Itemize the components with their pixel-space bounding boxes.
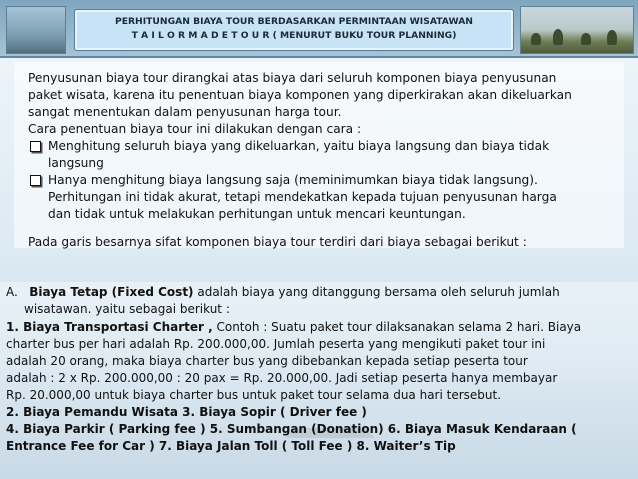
cost-list-line-3: Entrance Fee for Car ) 7. Biaya Jalan Toll ( Toll Fee ) 8. Waiter’s Tip xyxy=(6,439,456,453)
summary-text: Pada garis besarnya sifat komponen biaya tour terdiri dari biaya sebagai berikut : xyxy=(28,235,527,249)
intro-line-2: paket wisata, karena itu penentuan biaya komponen yang diperkirakan akan dikeluarkan xyxy=(28,88,572,102)
item-1-text: Contoh : Suatu paket tour dilaksanakan selama 2 hari. Biaya xyxy=(212,320,582,334)
tree-shape xyxy=(553,29,563,45)
tree-shape xyxy=(531,33,541,45)
checkbox-bullet-icon xyxy=(30,141,41,152)
bullet-2-line-2: Perhitungan ini tidak akurat, tetapi mendekatkan kepada tujuan penyusunan harga xyxy=(48,190,557,204)
bullet-2-line-1: Hanya menghitung biaya langsung saja (meminimumkan biaya tidak langsung). xyxy=(48,173,538,187)
item-1-line-1 xyxy=(6,319,581,336)
intro-line-3: sangat menentukan dalam penyusunan harga tour. xyxy=(28,105,342,119)
item-1-heading: 1. Biaya Transportasi Charter , xyxy=(6,320,213,334)
bullet-1-line-2: langsung xyxy=(48,156,104,170)
section-a-marker: A. xyxy=(6,285,18,299)
section-a-line-2: wisatawan. yaitu sebagai berikut : xyxy=(24,302,230,316)
header-photo-right xyxy=(520,6,634,54)
tree-shape xyxy=(607,30,617,45)
fixed-cost-definition: adalah biaya yang ditanggung bersama oleh seluruh jumlah xyxy=(193,285,560,299)
bullet-2-line-3: dan tidak untuk melakukan perhitungan untuk mencari keuntungan. xyxy=(48,207,466,221)
intro-line-1: Penyusunan biaya tour dirangkai atas biaya dari seluruh komponen biaya penyusunan xyxy=(28,71,557,85)
tree-shape xyxy=(581,33,591,45)
item-1-line-4: adalah : 2 x Rp. 200.000,00 : 20 pax = Rp. 20.000,00. Jadi setiap peserta hanya membayar xyxy=(6,371,558,385)
title-line-2: T A I L O R M A D E T O U R ( MENURUT BUKU TOUR PLANNING) xyxy=(131,30,457,41)
item-1-line-5: Rp. 20.000,00 untuk biaya charter bus untuk paket tour selama dua hari tersebut. xyxy=(6,388,502,402)
item-1-line-3: adalah 20 orang, maka biaya charter bus yang dibebankan kepada setiap peserta tour xyxy=(6,354,528,368)
title-line-1: PERHITUNGAN BIAYA TOUR BERDASARKAN PERMINTAAN WISATAWAN xyxy=(114,16,474,27)
intro-line-4: Cara penentuan biaya tour ini dilakukan dengan cara : xyxy=(28,122,362,136)
bullet-1-line-1: Menghitung seluruh biaya yang dikeluarkan, yaitu biaya langsung dan biaya tidak xyxy=(48,139,550,153)
checkbox-bullet-icon xyxy=(30,175,41,186)
item-1-line-2: charter bus per hari adalah Rp. 200.000,00. Jumlah peserta yang mengikuti paket tour ini xyxy=(6,337,546,351)
cost-list-line-1: 2. Biaya Pemandu Wisata 3. Biaya Sopir ( Driver fee ) xyxy=(6,405,367,419)
fixed-cost-term: Biaya Tetap (Fixed Cost) xyxy=(29,285,194,299)
header-photo-left xyxy=(6,6,66,54)
cost-list-line-2: 4. Biaya Parkir ( Parking fee ) 5. Sumbangan (Donation) 6. Biaya Masuk Kendaraan ( xyxy=(6,422,577,436)
slide-title xyxy=(74,9,514,51)
section-a-line-1 xyxy=(6,284,560,301)
